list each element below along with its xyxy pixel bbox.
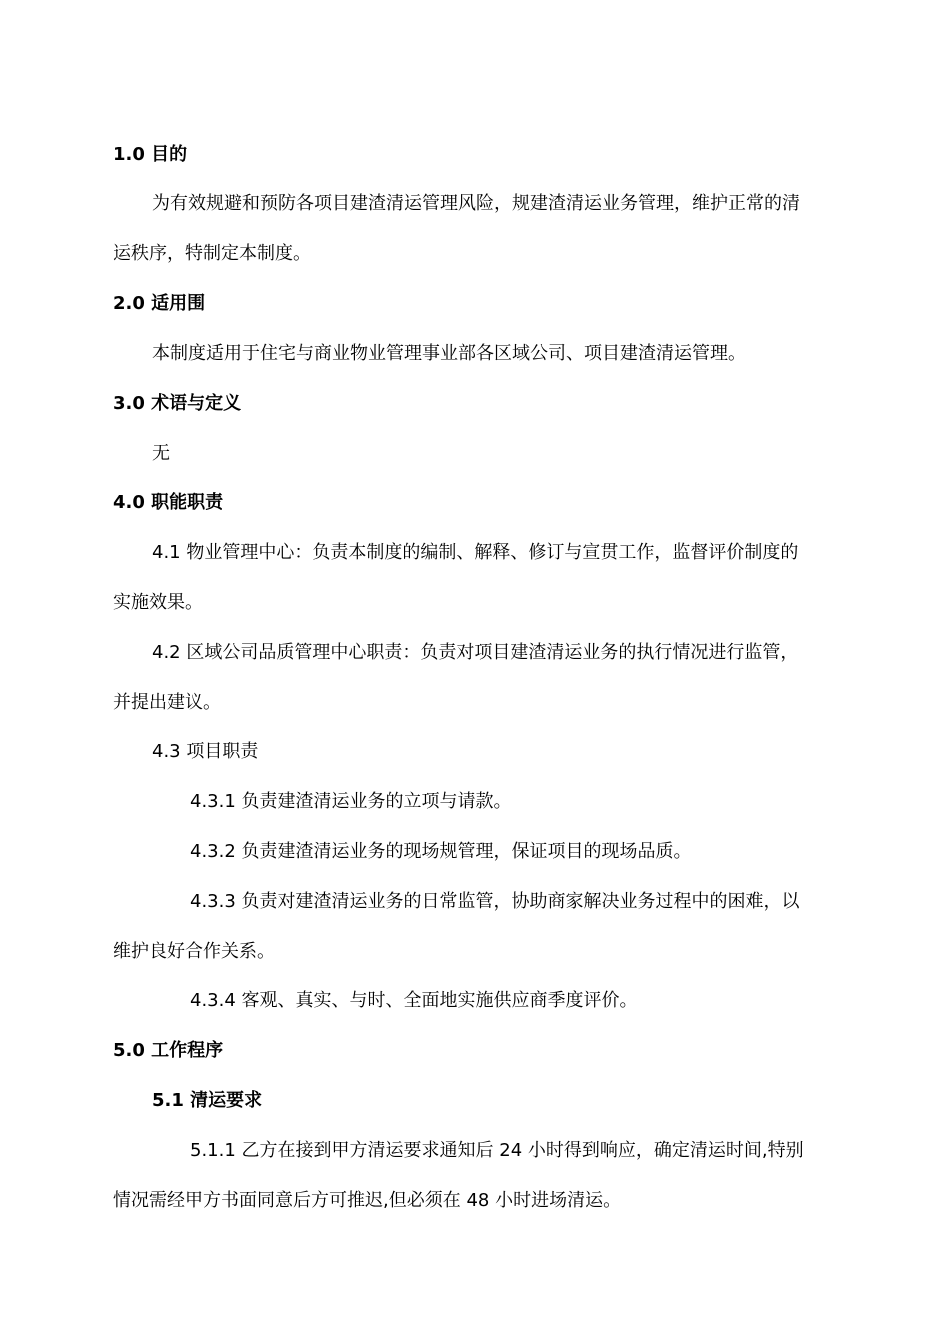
section-heading-procedure: 5.0 工作程序 [113, 1040, 224, 1061]
terms-paragraph: 无 [152, 443, 170, 464]
responsibility-4-3-3-line-2: 维护良好合作关系。 [113, 941, 275, 962]
clearance-5-1-1-line-2: 情况需经甲方书面同意后方可推迟,但必须在 48 小时进场清运。 [113, 1190, 622, 1211]
responsibility-4-2-line-2: 并提出建议。 [113, 692, 221, 713]
responsibility-4-1-line-1: 4.1 物业管理中心：负责本制度的编制、解释、修订与宣贯工作，监督评价制度的 [152, 542, 799, 563]
responsibility-4-3-1: 4.3.1 负责建渣清运业务的立项与请款。 [190, 791, 512, 812]
responsibility-4-3-2: 4.3.2 负责建渣清运业务的现场规管理，保证项目的现场品质。 [190, 841, 692, 862]
responsibility-4-3-4: 4.3.4 客观、真实、与时、全面地实施供应商季度评价。 [190, 990, 638, 1011]
section-heading-responsibilities: 4.0 职能职责 [113, 492, 224, 513]
section-heading-terms: 3.0 术语与定义 [113, 393, 242, 414]
section-heading-purpose: 1.0 目的 [113, 144, 188, 165]
responsibility-4-1-line-2: 实施效果。 [113, 592, 203, 613]
subsection-heading-clearance: 5.1 清运要求 [152, 1090, 263, 1111]
scope-paragraph: 本制度适用于住宅与商业物业管理事业部各区域公司、项目建渣清运管理。 [152, 343, 746, 364]
responsibility-4-3: 4.3 项目职责 [152, 741, 259, 762]
responsibility-4-3-3-line-1: 4.3.3 负责对建渣清运业务的日常监管，协助商家解决业务过程中的困难，以 [190, 891, 800, 912]
section-heading-scope: 2.0 适用围 [113, 293, 206, 314]
responsibility-4-2-line-1: 4.2 区域公司品质管理中心职责：负责对项目建渣清运业务的执行情况进行监管， [152, 642, 799, 663]
clearance-5-1-1-line-1: 5.1.1 乙方在接到甲方清运要求通知后 24 小时得到响应，确定清运时间,特别 [190, 1140, 804, 1161]
purpose-paragraph-line-2: 运秩序，特制定本制度。 [113, 243, 311, 264]
purpose-paragraph-line-1: 为有效规避和预防各项目建渣清运管理风险，规建渣清运业务管理，维护正常的清 [152, 193, 800, 214]
